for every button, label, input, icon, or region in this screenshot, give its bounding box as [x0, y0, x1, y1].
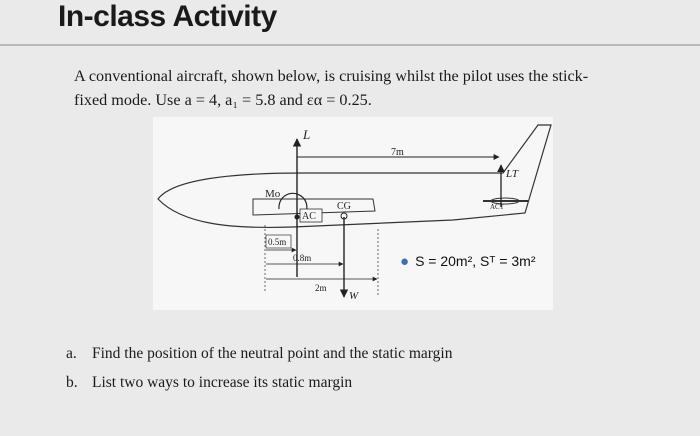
cg-label: CG	[337, 201, 351, 212]
dimension-08m-label: 0.8m	[293, 253, 312, 263]
problem-line-2: fixed mode. Use a = 4, a₁ = 5.8 and εα = 0.25.	[74, 91, 372, 109]
question-a	[66, 345, 452, 363]
problem-statement	[74, 64, 689, 112]
question-a-text: Find the position of the neutral point and the static margin	[92, 345, 453, 362]
lift-label: L	[303, 127, 311, 142]
given-areas-text: S = 20m², Sᵀ = 3m²	[415, 253, 536, 269]
bullet-icon: ●	[400, 253, 410, 270]
dimension-7m-label: 7m	[391, 147, 404, 158]
aircraft-diagram-svg	[153, 117, 553, 310]
dimension-05m-label: 0.5m	[268, 237, 287, 247]
moment-label: Mo	[265, 188, 281, 200]
question-a-label: a.	[66, 345, 77, 362]
ac-label: AC	[302, 211, 316, 222]
slide-title: In-class Activity	[58, 0, 277, 33]
dimension-2m-label: 2m	[315, 283, 327, 293]
tail-ac-label: ACT	[490, 203, 504, 211]
tail-lift-label: LT	[506, 168, 519, 180]
aircraft-diagram	[153, 117, 553, 310]
question-b-label: b.	[66, 374, 78, 391]
problem-line-1: A conventional aircraft, shown below, is cruising whilst the pilot uses the stick-	[74, 67, 589, 85]
title-divider	[0, 44, 700, 46]
weight-label: W	[349, 290, 359, 302]
question-b-text: List two ways to increase its static margin	[92, 374, 353, 391]
ac-point	[295, 215, 300, 220]
given-areas	[400, 253, 536, 270]
question-b	[66, 374, 352, 392]
